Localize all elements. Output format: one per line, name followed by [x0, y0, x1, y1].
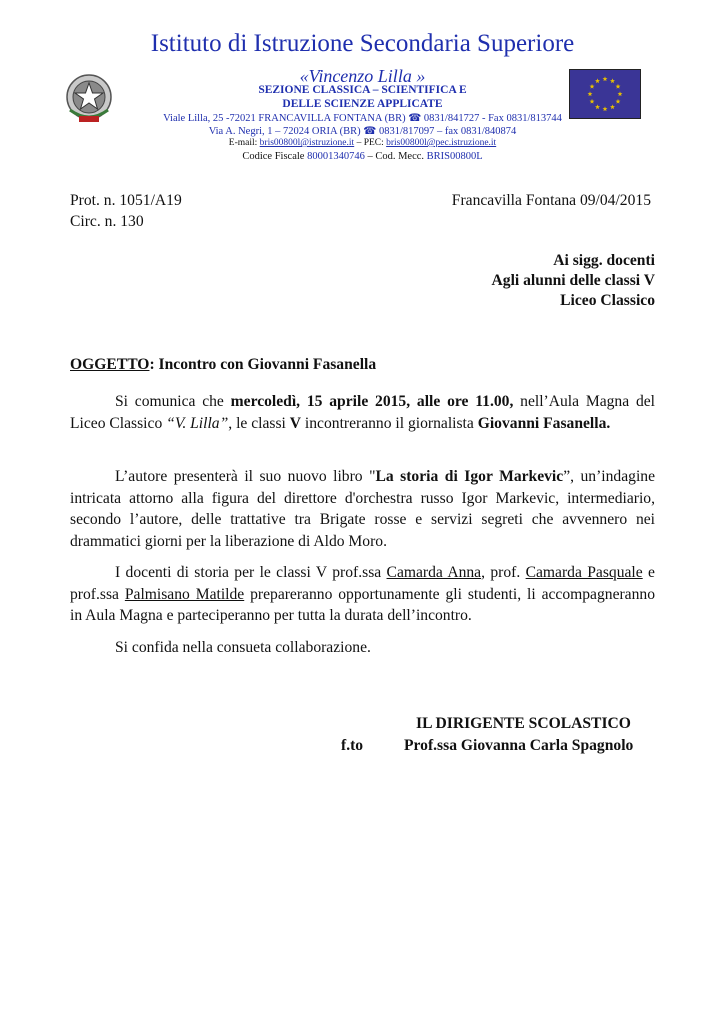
email-line: E-mail: bris00800l@istruzione.it – PEC: bris00800l@pec.istruzione.it — [228, 138, 497, 148]
paragraph-2: L’autore presenterà il suo nuovo libro "La storia di Igor Markevic”, un’indagine intricata attorno alla figura del direttore d'orchestra russo Igor Markevic, intermediario, secondo l’autore, delle trattative tra Brigate rosse e servizi segreti che avvennero nei drammatici giorni per la liberazione di Aldo Moro. — [70, 468, 655, 550]
signature-role: IL DIRIGENTE SCOLASTICO — [416, 715, 631, 732]
place-date: Francavilla Fontana 09/04/2015 — [451, 192, 651, 209]
recipient-school: Liceo Classico — [560, 292, 655, 309]
subject-line: OGGETTO: Incontro con Giovanni Fasanella — [70, 356, 377, 373]
recipient-students: Agli alunni delle classi V — [491, 272, 655, 289]
section-line-1: SEZIONE CLASSICA – SCIENTIFICA E — [258, 84, 467, 96]
email-link[interactable]: bris00800l@istruzione.it — [259, 138, 355, 148]
phone-icon: ☎ — [363, 126, 377, 137]
address-line-1: Viale Lilla, 25 -72021 FRANCAVILLA FONTANA (BR) ☎ 0831/841727 - Fax 0831/813744 — [163, 113, 562, 124]
recipient-teachers: Ai sigg. docenti — [553, 252, 655, 269]
section-line-2: DELLE SCIENZE APPLICATE — [282, 98, 443, 110]
pec-link[interactable]: bris00800l@pec.istruzione.it — [386, 138, 497, 148]
paragraph-3: I docenti di storia per le classi V prof.ssa Camarda Anna, prof. Camarda Pasquale e prof.ssa Palmisano Matilde prepareranno opportunamente gli studenti, li accompagneranno in Aula Magna e parteciperanno per tutta la durata dell’incontro. — [70, 564, 655, 624]
italian-republic-emblem-icon — [64, 72, 114, 126]
paragraph-4: Si confida nella consueta collaborazione. — [115, 639, 371, 656]
phone-icon: ☎ — [408, 113, 422, 124]
institute-title: Istituto di Istruzione Secondaria Superiore — [150, 30, 575, 57]
institute-subtitle: «Vincenzo Lilla » — [299, 66, 426, 86]
paragraph-1: Si comunica che mercoledì, 15 aprile 2015, alle ore 11.00, nell’Aula Magna del Liceo Classico “V. Lilla”, le classi V incontreranno il giornalista Giovanni Fasanella. — [70, 393, 655, 432]
protocol-number: Prot. n. 1051/A19 — [70, 192, 182, 209]
signature-fto: f.to — [341, 737, 364, 754]
address-line-2: Via A. Negri, 1 – 72024 ORIA (BR) ☎ 0831/817097 – fax 0831/840874 — [208, 126, 517, 137]
circular-number: Circ. n. 130 — [70, 213, 144, 230]
signature-name: Prof.ssa Giovanna Carla Spagnolo — [404, 737, 634, 754]
eu-flag-icon — [569, 69, 641, 119]
codes-line: Codice Fiscale 80001340746 – Cod. Mecc. BRIS00800L — [242, 151, 483, 162]
